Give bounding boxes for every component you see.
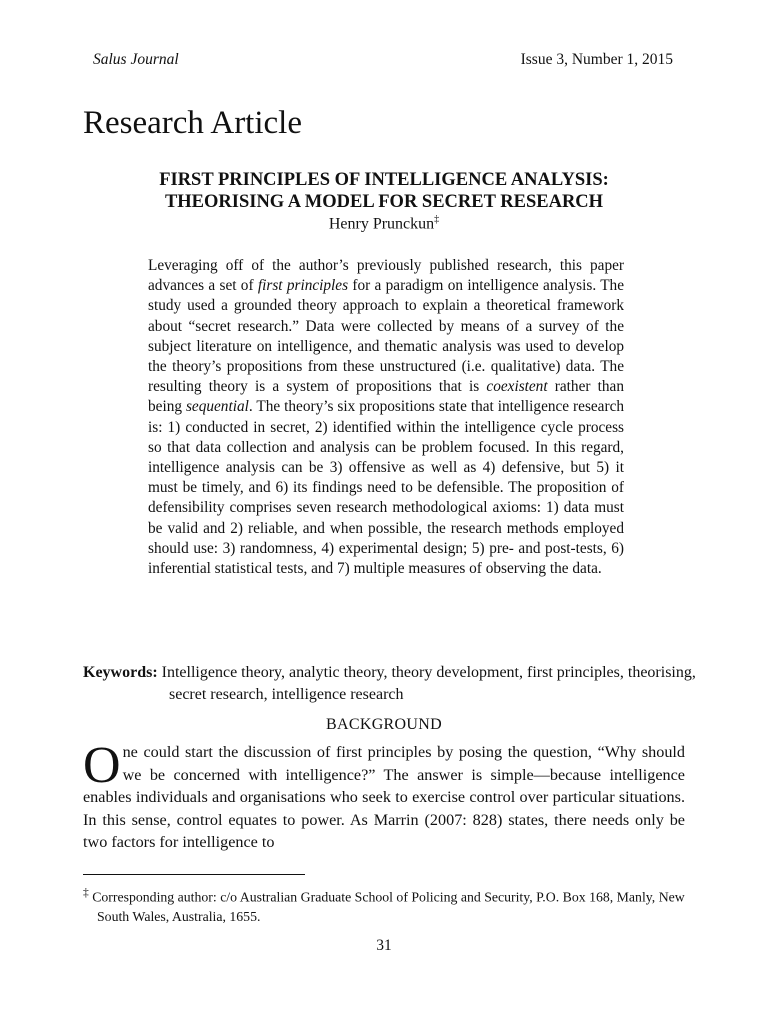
author-footnote-mark[interactable]: ‡ [434, 214, 440, 225]
author-name: Henry Prunckun [328, 215, 435, 233]
article-title-line-1: FIRST PRINCIPLES OF INTELLIGENCE ANALYSIS: [159, 170, 609, 190]
abstract-text-1: Leveraging off of the author’s previously published research, this paper advances a set of [148, 257, 624, 295]
footnote-divider [83, 874, 305, 875]
abstract-text-4: . The theory’s six propositions state that intelligence research is: 1) conducted in secret, 2) identified within the intelligence cycle process so that data collection and analysis can be problem focused. In this regard, intelligence analysis can be 3) offensive as well as 4) defensive, but 5) it must be timely, and 6) its findings need to be defensible. The proposition of defensibility comprises seven research methodological axioms: 1) data must be valid and 2) reliable, and when possible, the research methods employed should use: 3) randomness, 4) experimental design; 5) pre- and post-tests, 6) inferential statistical tests, and 7) multiple measures of observing the data. [148, 398, 625, 578]
abstract [148, 256, 624, 579]
abstract-emphasis-1: first principles [257, 277, 349, 295]
abstract-emphasis-2: coexistent [486, 378, 548, 396]
footnote-mark: ‡ [83, 887, 89, 899]
issue-info: Issue 3, Number 1, 2015 [520, 51, 673, 68]
abstract-emphasis-3: sequential [185, 398, 249, 416]
background-heading: BACKGROUND [326, 716, 442, 733]
abstract-text-3: rather than being [148, 378, 624, 416]
drop-cap: O [83, 737, 121, 794]
article-title-line-2: THEORISING A MODEL FOR SECRET RESEARCH [164, 192, 604, 212]
abstract-text-2: for a paradigm on intelligence analysis. The study used a grounded theory approach to explain a theoretical framework about “secret research.” Data were collected by means of a survey of the subject literature on intelligence, and thematic analysis was used to develop the theory’s propositions from these unstructured (i.e. qualitative) data. The resulting theory is a system of propositions that is [148, 277, 624, 396]
journal-name: Salus Journal [93, 51, 179, 68]
keywords [83, 662, 714, 706]
keywords-text: Intelligence theory, analytic theory, theory development, first principles, theorising, secret research, intelligence research [161, 664, 696, 703]
page-number: 31 [376, 937, 392, 954]
background-paragraph [83, 737, 685, 854]
keywords-label: Keywords: [83, 664, 158, 681]
footnote [83, 884, 699, 927]
section-label: Research Article [83, 105, 302, 141]
background-text: ne could start the discussion of first principles by posing the question, “Why should we be concerned with intelligence?” The answer is simple—because intelligence enables individuals and organisations who seek to exercise control over particular situations. In this sense, control equates to power. As Marrin (2007: 828) states, there needs only be two factors for intelligence to [83, 743, 685, 852]
author [84, 214, 684, 233]
footnote-text: Corresponding author: c/o Australian Graduate School of Policing and Security, P.O. Box 168, Manly, New South Wales, Australia, 1655. [92, 889, 685, 925]
